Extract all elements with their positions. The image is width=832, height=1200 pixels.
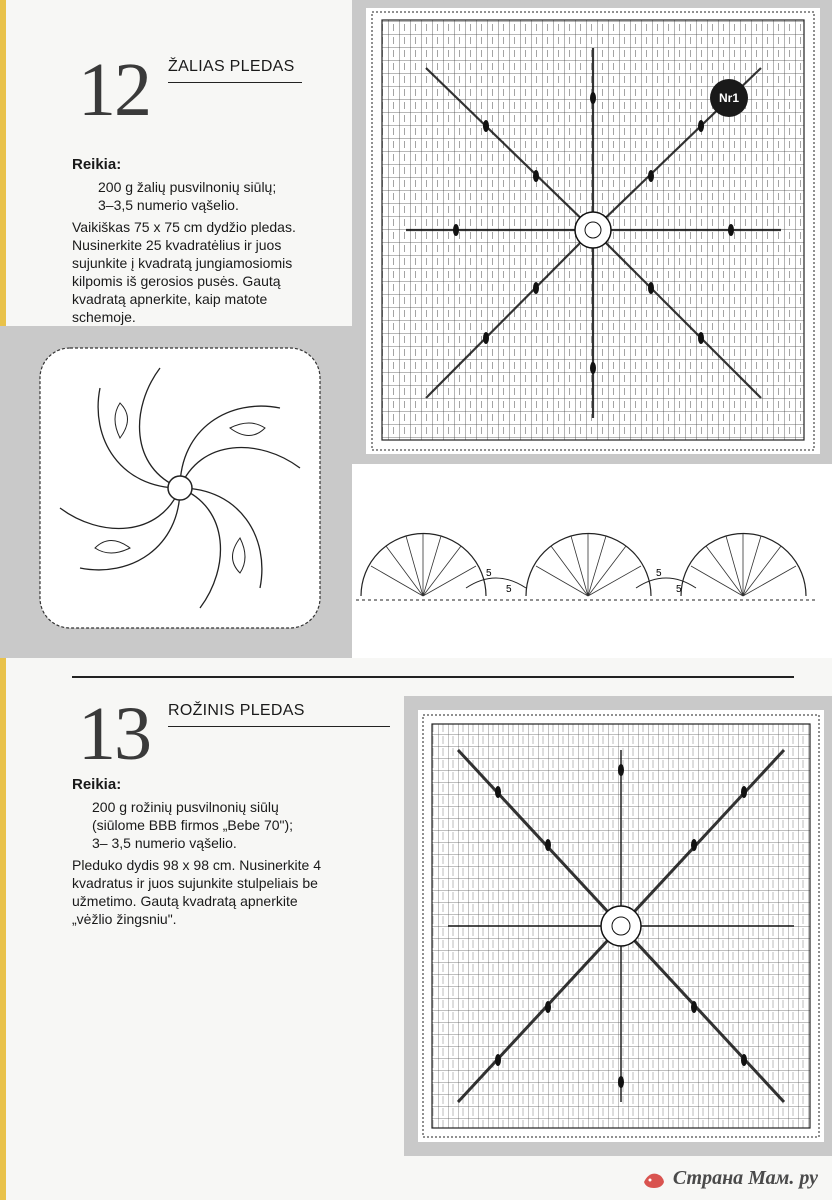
pattern-13-req-line: 3– 3,5 numerio vąšelio.	[92, 835, 237, 851]
description-line: „vėžlio žingsniu".	[72, 911, 177, 927]
edging-number: 5	[506, 584, 512, 595]
pattern-13-title: ROŽINIS PLEDAS	[168, 702, 390, 727]
pattern-12-requirements-heading: Reikia:	[72, 156, 122, 173]
pattern-12-number: 12	[78, 48, 150, 132]
pattern-13-number: 13	[78, 692, 150, 776]
pattern-12-req-line: 3–3,5 numerio vąšelio.	[98, 197, 239, 213]
pattern-13-req-line: (siūlome BBB firmos „Bebe 70");	[92, 817, 294, 833]
description-line: užmetimo. Gautą kvadratą apnerkite	[72, 893, 298, 909]
description-line: schemoje.	[72, 309, 136, 325]
description-line: kvadratą apnerkite, kaip matote	[72, 291, 268, 307]
description-line: kvadratus ir juos sujunkite stulpeliais be	[72, 875, 318, 891]
description-line: kilpomis iš gerosios pusės. Gautą	[72, 273, 281, 289]
description-line: Pleduko dydis 98 x 98 cm. Nusinerkite 4	[72, 857, 322, 873]
description-line: sujunkite į kvadratą jungiamosiomis	[72, 255, 293, 271]
watermark	[641, 1167, 818, 1190]
watermark-text: Страна Мам. ру	[672, 1167, 818, 1189]
description-line: Vaikiškas 75 x 75 cm dydžio pledas.	[72, 219, 296, 235]
pattern-13-requirements-heading: Reikia:	[72, 776, 122, 793]
pattern-12-square-chart	[366, 8, 820, 454]
pattern-13-req-line: 200 g rožinių pusvilnonių siūlų	[92, 799, 279, 815]
pattern-12-description	[72, 218, 296, 326]
chart-badge: Nr1	[710, 79, 748, 117]
description-line: Nusinerkite 25 kvadratėlius ir juos	[72, 237, 282, 253]
pattern-12-edging-chart	[346, 496, 826, 608]
pattern-12-req-line: 200 g žalių pusvilnonių siūlų;	[98, 179, 277, 195]
pattern-12-title: ŽALIAS PLEDAS	[168, 58, 302, 83]
pattern-13-square-chart	[418, 710, 824, 1142]
pattern-13-description	[72, 856, 321, 928]
section-divider	[72, 676, 794, 678]
edging-number: 5	[656, 568, 662, 579]
pattern-12-swirl-chart	[30, 338, 330, 638]
edging-number: 5	[676, 584, 682, 595]
edging-number: 5	[486, 568, 492, 579]
watermark-logo-icon	[641, 1168, 667, 1190]
